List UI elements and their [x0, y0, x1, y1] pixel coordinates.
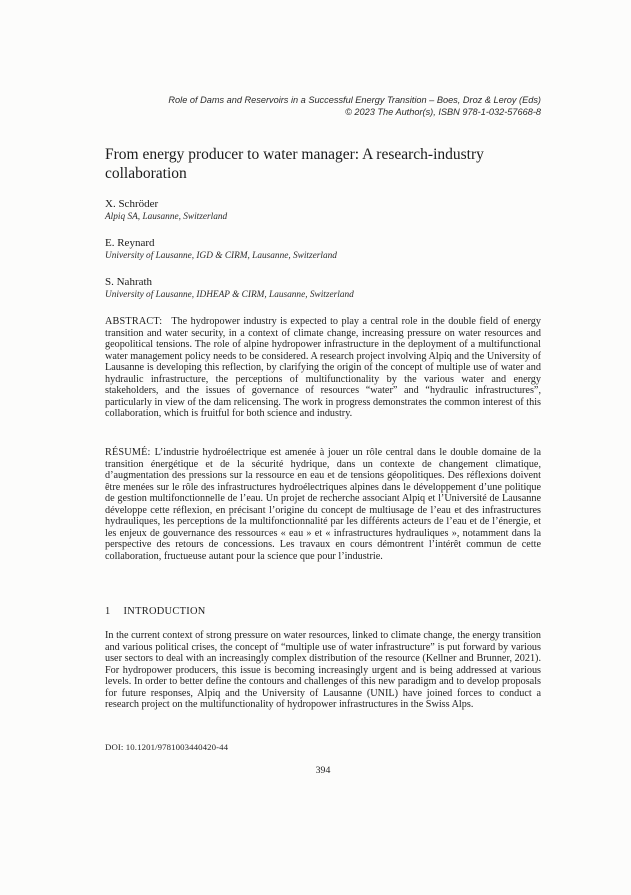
paper-title: From energy producer to water manager: A research-industry collaboration: [105, 146, 484, 182]
introduction-paragraph: In the current context of strong pressure on water resources, linked to climate change, the energy transition and various political crises, the concept of “multiple use of water infrastructure” is put forward by various user sectors to deal with an increasingly complex distribution of the resource (Kellner and Brunner, 2021). For hydropower producers, this issue is becoming increasingly urgent and is being addressed at various levels. In order to better define the contours and challenges of this new paradigm and to develop proposals for future responses, Alpiq and the University of Lausanne (UNIL) have joined forces to conduct a research project on the multifunctionality of hydropower infrastructures in the Swiss Alps.: [105, 630, 541, 710]
running-header: [105, 95, 541, 118]
author-affiliation: University of Lausanne, IDHEAP & CIRM, Lausanne, Switzerland: [105, 290, 354, 300]
doi-line: DOI: 10.1201/9781003440420-44: [105, 742, 229, 752]
resume-paragraph: [105, 447, 541, 562]
resume-label: RÉSUMÉ:: [105, 447, 151, 458]
author-affiliation: University of Lausanne, IGD & CIRM, Lausanne, Switzerland: [105, 251, 337, 261]
section-title: INTRODUCTION: [123, 606, 206, 617]
running-header-line2: © 2023 The Author(s), ISBN 978-1-032-57668-8: [345, 106, 541, 117]
section-number: 1: [105, 606, 111, 617]
resume-text: L’industrie hydroélectrique est amenée à jouer un rôle central dans le double domaine de la transition énergétique et de la sécurité hydrique, dans un contexte de changement climatique, d’augmentation des pressions sur la ressource en eau et de tensions géopolitiques. Des réflexions doivent être menées sur le rôle des infrastructures hydroélectriques alpines dans le développement d’une politique de gestion multifonctionnelle de l’eau. Un projet de recherche associant Alpiq et l’Université de Lausanne développe cette réflexion, en précisant l’origine du concept de multiusage de l’eau et des infrastructures hydrauliques, les perceptions de la multifonctionnalité par les différents acteurs de l’eau et de l’énergie, et les enjeux de gouvernance des ressources « eau » et « infrastructures hydrauliques », notamment dans la perspective des retours de concessions. Les travaux en cours démontrent l’intérêt commun de cette collaboration, fructueuse autant pour la science que pour l’industrie.: [105, 447, 541, 562]
author-block: [105, 237, 541, 262]
author-name: E. Reynard: [105, 237, 155, 249]
abstract-label: ABSTRACT:: [105, 316, 163, 327]
author-list: [105, 198, 541, 315]
running-header-line1: Role of Dams and Reservoirs in a Successful Energy Transition – Boes, Droz & Leroy (Eds): [168, 95, 541, 105]
page-number: 394: [315, 765, 331, 776]
abstract-text: The hydropower industry is expected to play a central role in the double field of energy transition and water security, in a context of climate change, increasing pressure on water resources and geopolitical tensions. The role of alpine hydropower infrastructure in the deployment of a multifunctional water management policy needs to be considered. A research project involving Alpiq and the University of Lausanne is developing this reflection, by clarifying the origin of the concept of multiple use of water and hydraulic infrastructure, the perceptions of multifunctionality by the various water and energy stakeholders, and the issues of governance of resources “water” and “hydraulic infrastructures”, particularly in view of the dam relicensing. The work in progress demonstrates the common interest of this collaboration, which is fruitful for both science and industry.: [105, 316, 541, 419]
author-block: [105, 198, 541, 223]
section-heading-introduction: [105, 606, 541, 617]
author-name: X. Schröder: [105, 198, 159, 210]
author-name: S. Nahrath: [105, 276, 153, 288]
author-affiliation: Alpiq SA, Lausanne, Switzerland: [105, 212, 228, 222]
author-block: [105, 276, 541, 301]
abstract-paragraph: [105, 316, 541, 420]
